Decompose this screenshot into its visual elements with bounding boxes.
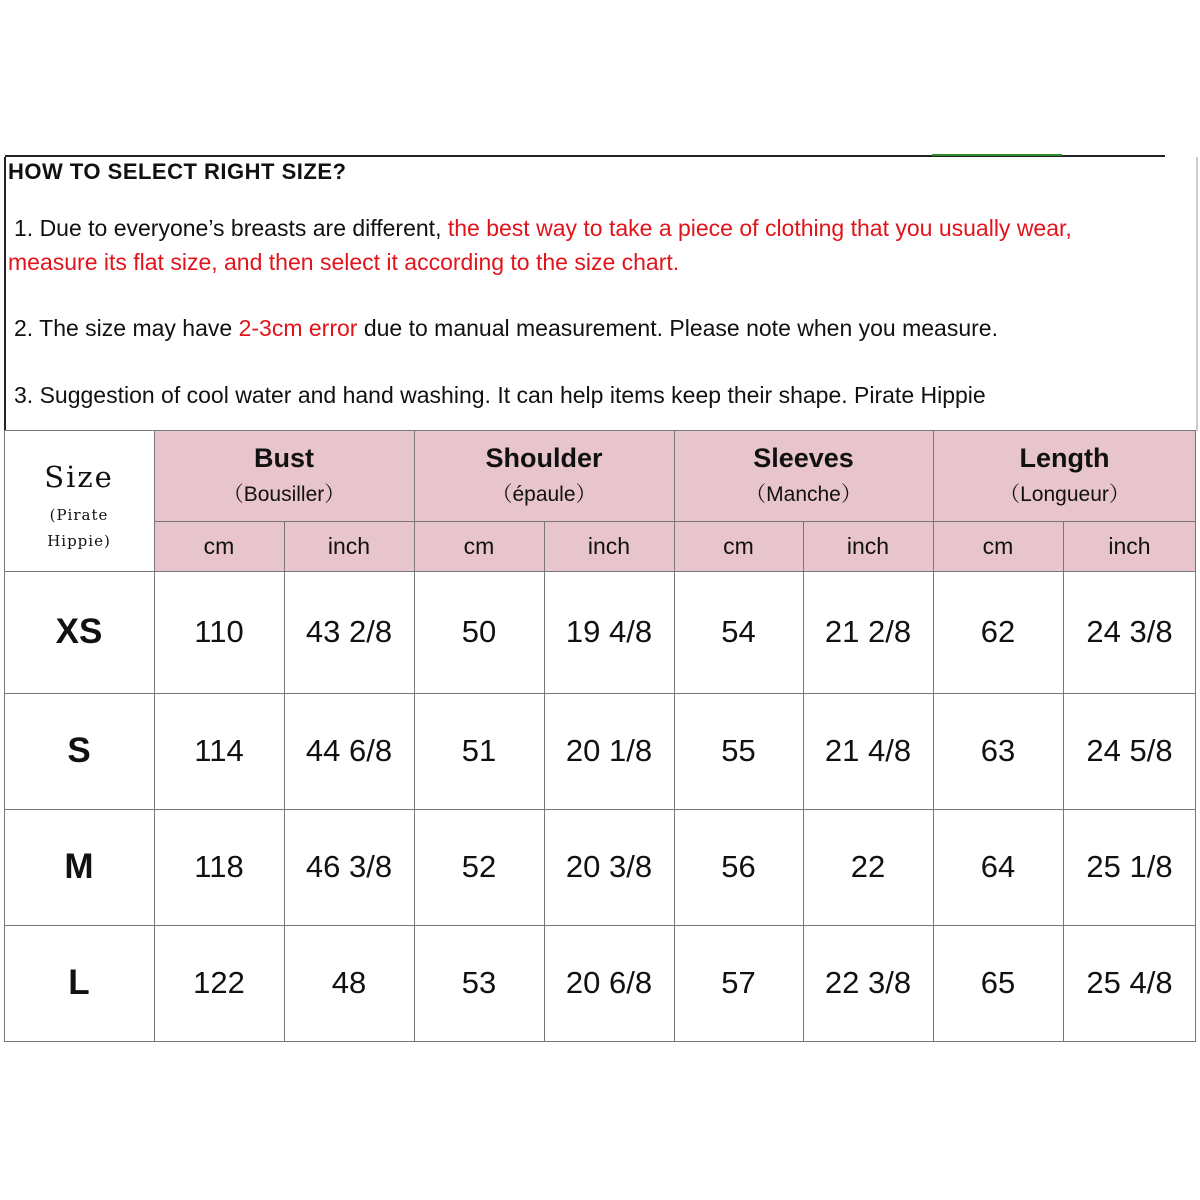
grid-line-horizontal [4, 693, 1196, 694]
grid-line-horizontal [4, 1041, 1196, 1042]
grid-line-horizontal [4, 809, 1196, 810]
instruction-1-line-1 [14, 211, 1072, 245]
table-cell: 22 [850, 849, 886, 884]
instruction-1-text: 1. Due to everyone’s breasts are different, [14, 215, 448, 241]
column-group-subtitle: （Bousiller） [222, 483, 346, 506]
table-cell: 46 3/8 [305, 849, 393, 884]
column-group-title: Bust [254, 443, 314, 473]
column-group-header [154, 430, 414, 521]
grid-line-vertical [4, 430, 5, 1041]
unit-header: inch [587, 532, 631, 559]
table-cell: 110 [194, 614, 244, 649]
column-group-subtitle: （épaule） [491, 483, 597, 506]
table-cell: 53 [461, 965, 497, 1000]
instruction-1-highlight: the best way to take a piece of clothing that you usually wear, [447, 215, 1072, 241]
grid-line-horizontal [154, 521, 1196, 522]
left-border [4, 157, 6, 431]
page-title: HOW TO SELECT RIGHT SIZE? [8, 159, 347, 184]
grid-line-vertical [414, 430, 415, 1041]
table-cell: 122 [193, 965, 245, 1000]
grid-line-vertical [803, 521, 804, 1041]
grid-line-horizontal [4, 571, 1196, 572]
table-cell: 55 [721, 733, 756, 768]
size-row-label: S [67, 731, 91, 770]
table-cell: 20 1/8 [565, 733, 653, 768]
size-row-label: L [68, 963, 90, 1002]
top-accent-line [932, 154, 1062, 156]
size-header-label: Size [44, 460, 114, 494]
table-cell: 48 [331, 965, 367, 1000]
table-cell: 22 3/8 [824, 965, 912, 1000]
column-group-subtitle: （Manche） [745, 483, 862, 506]
instruction-2-text-end: due to manual measurement. Please note when you measure. [357, 315, 998, 341]
column-group-header [933, 430, 1196, 521]
table-cell: 20 3/8 [565, 849, 653, 884]
table-cell: 24 3/8 [1086, 614, 1173, 649]
instruction-2-text: 2. The size may have [14, 315, 239, 341]
unit-header: inch [1108, 532, 1151, 559]
table-cell: 43 2/8 [305, 614, 393, 649]
size-header-subtitle-line-1: (Pirate [49, 506, 109, 524]
instruction-3: 3. Suggestion of cool water and hand washing. It can help items keep their shape. Pirate Hippie [14, 382, 986, 408]
grid-line-vertical [154, 430, 155, 1041]
table-cell: 118 [194, 849, 244, 884]
column-group-header [674, 430, 933, 521]
table-cell: 54 [721, 614, 756, 649]
table-cell: 24 5/8 [1086, 733, 1173, 768]
size-row-label: XS [55, 612, 103, 651]
column-group-title: Length [1019, 443, 1110, 473]
table-cell: 50 [461, 614, 497, 649]
unit-header: cm [723, 532, 754, 559]
table-cell: 25 1/8 [1086, 849, 1173, 884]
unit-header: cm [463, 532, 495, 559]
grid-line-vertical [1063, 521, 1064, 1041]
size-header-subtitle [4, 502, 154, 554]
grid-line-vertical [933, 430, 934, 1041]
instruction-2 [14, 311, 998, 345]
column-group-title: Sleeves [753, 443, 854, 473]
table-cell: 21 4/8 [824, 733, 912, 768]
unit-header: cm [982, 532, 1014, 559]
grid-line-vertical [284, 521, 285, 1041]
column-group-subtitle: （Longueur） [999, 483, 1130, 506]
column-group-header [414, 430, 674, 521]
table-cell: 56 [721, 849, 756, 884]
unit-header: inch [846, 532, 890, 559]
unit-header: cm [203, 532, 235, 559]
table-cell: 21 2/8 [824, 614, 912, 649]
table-cell: 19 4/8 [565, 614, 653, 649]
table-cell: 64 [980, 849, 1016, 884]
table-cell: 51 [461, 733, 497, 768]
table-cell: 114 [194, 733, 244, 768]
size-row-label: M [64, 847, 94, 886]
table-cell: 20 6/8 [565, 965, 653, 1000]
table-cell: 25 4/8 [1086, 965, 1173, 1000]
grid-line-horizontal [4, 925, 1196, 926]
table-cell: 44 6/8 [305, 733, 393, 768]
unit-header: inch [327, 532, 371, 559]
table-cell: 57 [721, 965, 756, 1000]
instruction-2-highlight: 2-3cm error [238, 315, 358, 341]
right-border [1196, 157, 1198, 431]
size-header-subtitle-line-2: Hippie) [47, 532, 111, 550]
size-column-header [4, 430, 154, 571]
column-group-title: Shoulder [485, 443, 603, 473]
instruction-1-line-2: measure its flat size, and then select it according to the size chart. [8, 249, 680, 275]
table-cell: 65 [980, 965, 1016, 1000]
grid-line-vertical [674, 430, 675, 1041]
table-cell: 62 [980, 614, 1016, 649]
grid-line-horizontal [4, 430, 1196, 431]
grid-line-vertical [544, 521, 545, 1041]
table-cell: 63 [980, 733, 1016, 768]
grid-line-vertical [1195, 430, 1196, 1041]
table-cell: 52 [461, 849, 497, 884]
size-chart-table [4, 430, 1196, 1042]
